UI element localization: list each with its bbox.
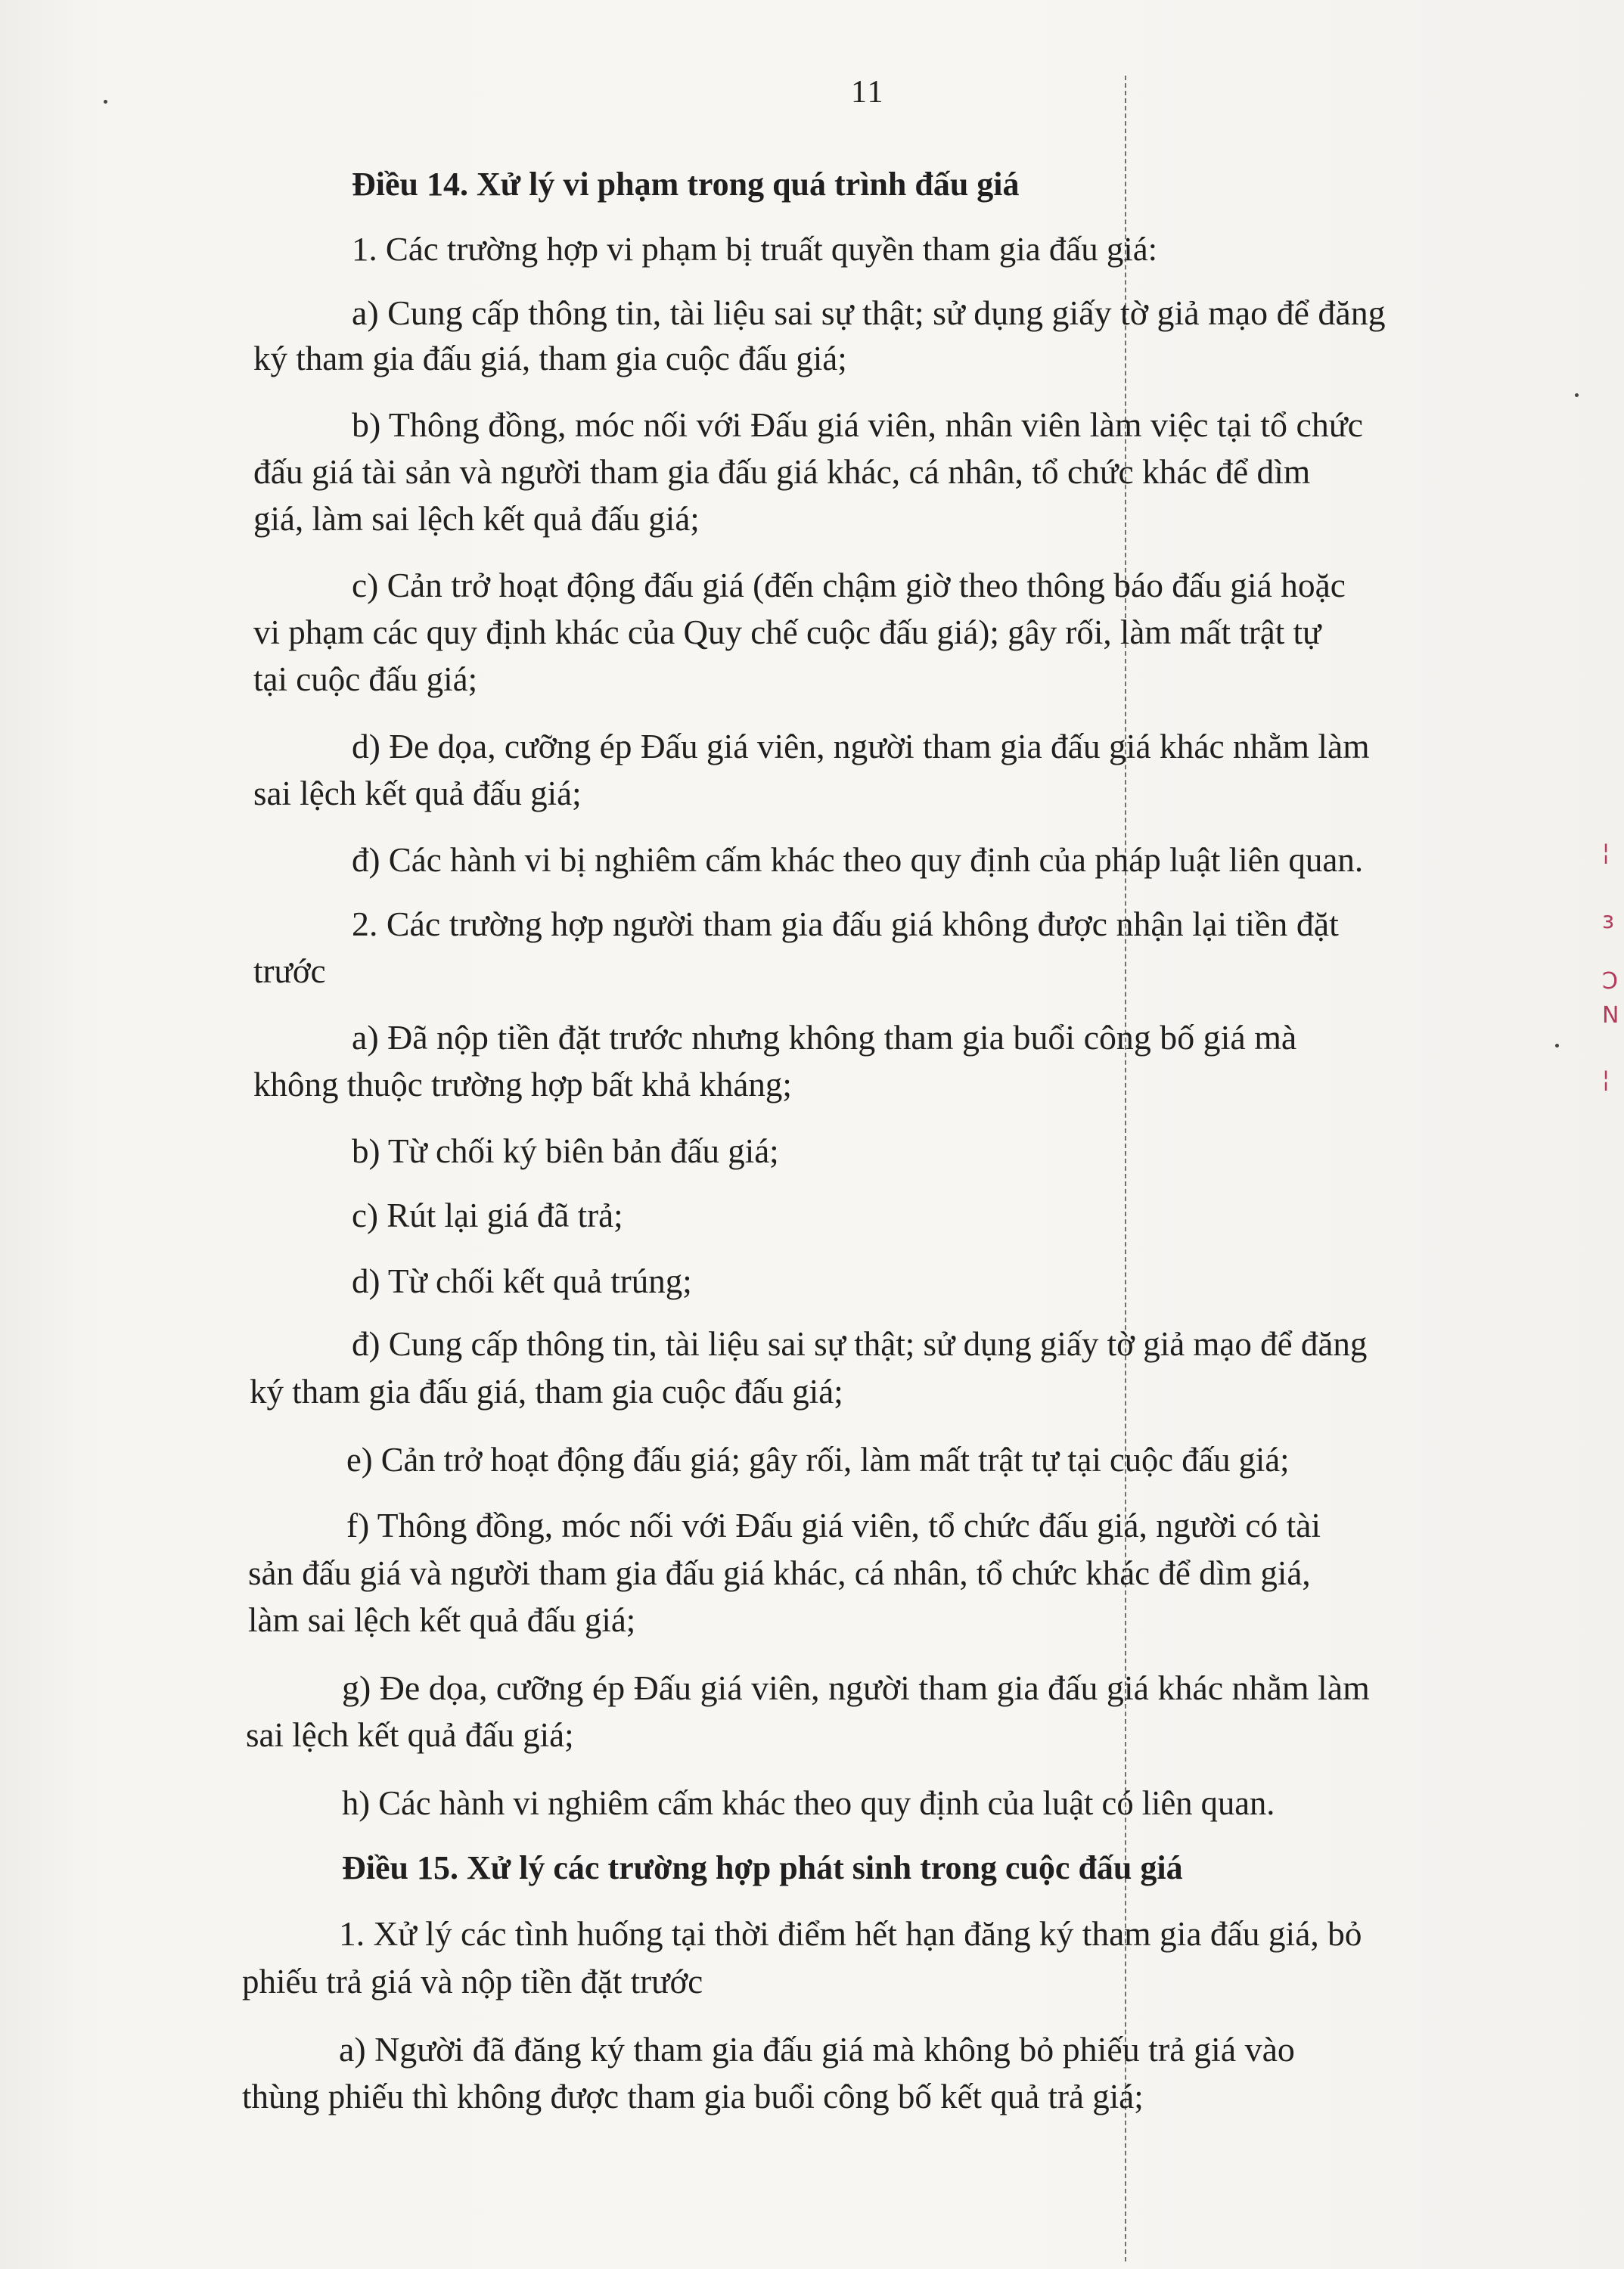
clause-title: phiếu trả giá và nộp tiền đặt trước — [242, 1963, 703, 2001]
clause-point: c) Cản trở hoạt động đấu giá (đến chậm giờ theo thông báo đấu giá hoặc — [352, 566, 1346, 604]
clause-point: b) Từ chối ký biên bản đấu giá; — [352, 1132, 779, 1170]
clause-point: đ) Các hành vi bị nghiêm cấm khác theo quy định của pháp luật liên quan. — [352, 841, 1364, 879]
edge-artifact-icon: ¦ — [1602, 1066, 1610, 1093]
clause-point: a) Đã nộp tiền đặt trước nhưng không tham gia buổi công bố giá mà — [352, 1019, 1297, 1057]
clause-point: sai lệch kết quả đấu giá; — [253, 774, 582, 812]
clause-title: 1. Các trường hợp vi phạm bị truất quyền tham gia đấu giá: — [352, 231, 1158, 268]
clause-point: làm sai lệch kết quả đấu giá; — [248, 1601, 636, 1639]
scan-speck — [1575, 393, 1579, 397]
edge-artifact-icon: ¦ — [1602, 840, 1610, 866]
edge-artifact-icon: ɜ — [1602, 908, 1614, 934]
clause-point: không thuộc trường hợp bất khả kháng; — [253, 1066, 792, 1103]
article-heading: Điều 15. Xử lý các trường hợp phát sinh trong cuộc đấu giá — [342, 1849, 1183, 1886]
clause-point: h) Các hành vi nghiêm cấm khác theo quy định của luật có liên quan. — [342, 1784, 1275, 1822]
clause-point: a) Cung cấp thông tin, tài liệu sai sự thật; sử dụng giấy tờ giả mạo để đăng — [352, 294, 1386, 332]
clause-point: sản đấu giá và người tham gia đấu giá khác, cá nhân, tổ chức khác để dìm giá, — [248, 1554, 1311, 1592]
clause-point: vi phạm các quy định khác của Quy chế cuộc đấu giá); gây rối, làm mất trật tự — [253, 613, 1321, 651]
clause-point: g) Đe dọa, cưỡng ép Đấu giá viên, người tham gia đấu giá khác nhằm làm — [342, 1669, 1370, 1707]
scan-speck — [104, 100, 107, 104]
scan-speck — [1555, 1044, 1559, 1048]
clause-point: thùng phiếu thì không được tham gia buổi công bố kết quả trả giá; — [242, 2078, 1144, 2115]
clause-point: ký tham gia đấu giá, tham gia cuộc đấu giá; — [253, 340, 847, 377]
clause-point: d) Đe dọa, cưỡng ép Đấu giá viên, người tham gia đấu giá khác nhằm làm — [352, 728, 1370, 765]
clause-point: tại cuộc đấu giá; — [253, 660, 478, 698]
clause-title: 1. Xử lý các tình huống tại thời điểm hết hạn đăng ký tham gia đấu giá, bỏ — [339, 1915, 1362, 1953]
clause-point: c) Rút lại giá đã trả; — [352, 1197, 623, 1234]
clause-point: b) Thông đồng, móc nối với Đấu giá viên, nhân viên làm việc tại tổ chức — [352, 406, 1364, 444]
article-heading: Điều 14. Xử lý vi phạm trong quá trình đấu giá — [352, 166, 1020, 203]
clause-point: ký tham gia đấu giá, tham gia cuộc đấu giá; — [250, 1373, 843, 1411]
clause-point: sai lệch kết quả đấu giá; — [246, 1716, 574, 1754]
clause-title: 2. Các trường hợp người tham gia đấu giá không được nhận lại tiền đặt — [352, 905, 1339, 943]
clause-title: trước — [253, 952, 326, 990]
edge-artifact-icon: Ν — [1602, 1002, 1619, 1029]
clause-point: e) Cản trở hoạt động đấu giá; gây rối, làm mất trật tự tại cuộc đấu giá; — [346, 1441, 1290, 1479]
clause-point: đ) Cung cấp thông tin, tài liệu sai sự thật; sử dụng giấy tờ giả mạo để đăng — [352, 1325, 1368, 1363]
clause-point: a) Người đã đăng ký tham gia đấu giá mà không bỏ phiếu trả giá vào — [339, 2031, 1295, 2069]
clause-point: đấu giá tài sản và người tham gia đấu giá khác, cá nhân, tổ chức khác để dìm — [253, 453, 1311, 491]
clause-point: giá, làm sai lệch kết quả đấu giá; — [253, 500, 700, 538]
clause-point: d) Từ chối kết quả trúng; — [352, 1262, 692, 1300]
clause-point: f) Thông đồng, móc nối với Đấu giá viên, tổ chức đấu giá, người có tài — [346, 1507, 1321, 1544]
edge-artifact-icon: Ɔ — [1602, 968, 1619, 995]
page-number: 11 — [851, 75, 885, 110]
